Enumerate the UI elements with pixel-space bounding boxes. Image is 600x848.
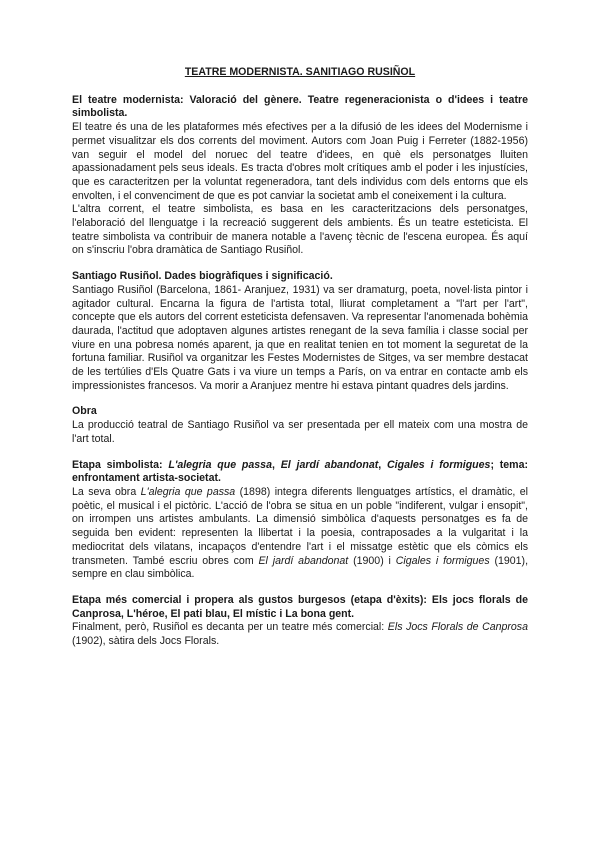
section-heading: El teatre modernista: Valoració del gènere. Teatre regeneracionista o d'idees i teatre simbolista. — [72, 93, 528, 120]
work-title: Cigales i formigues — [387, 458, 491, 471]
work-title: Els Jocs Florals de Canprosa — [387, 621, 528, 634]
section-modernist-theatre — [72, 94, 528, 258]
text: Finalment, però, Rusiñol es decanta per un teatre més comercial: — [72, 621, 388, 634]
paragraph: La producció teatral de Santiago Rusiñol va ser presentada per ell mateix com una mostra de l'art total. — [72, 419, 528, 445]
text: La seva obra — [72, 485, 141, 498]
section-commercial-stage — [72, 594, 528, 649]
heading-text: , — [271, 458, 281, 471]
heading-text: ; tema: enfrontament artista-societat. — [72, 458, 529, 485]
paragraph: L'altra corrent, el teatre simbolista, es basa en les caracteritzacions dels personatges, l'elaboració del llenguatge i la recreació suggerent dels ambients. És un teatre esteticista. El teatre simbolista va contribuir de manera notable a l'avenç tècnic de l'escena europea. És aquí on s'inscriu l'obra dramàtica de Santiago Rusiñol. — [72, 203, 528, 257]
section-heading: Santiago Rusiñol. Dades biogràfiques i significació. — [72, 270, 333, 283]
section-heading: Etapa més comercial i propera als gustos burgesos (etapa d'èxits): Els jocs florals de Canprosa, L'héroe, El pati blau, El místic i La bona gent. — [72, 593, 528, 620]
text: (1900) i — [348, 554, 396, 567]
section-symbolist-stage — [72, 459, 528, 582]
work-title: L'alegria que passa — [140, 485, 236, 498]
heading-text: , — [378, 458, 387, 471]
section-heading — [72, 459, 528, 486]
paragraph — [72, 621, 528, 648]
section-rusinol-biography — [72, 270, 528, 393]
paragraph: Santiago Rusiñol (Barcelona, 1861- Aranjuez, 1931) va ser dramaturg, poeta, novel·lista pintor i agitador cultural. Encarna la figura de l'artista total, lliurat completament a "l'art per l'art", concepte que els autors del corrent esteticista defensaven. Va representar l'anomenada bohèmia daurada, l'actitud que adoptaven algunes artistes renegant de la seva família i classe social per viure en una pobresa només aparent, ja que en realitat tenien en tot moment la seguretat de la fortuna familiar. Rusiñol va organitzar les Festes Modernistes de Sitges, va ser membre destacat de les tertúlies d'Els Quatre Gats i va viure un temps a París, on va entrar en contacte amb els impressionistes francesos. Va morir a Aranjuez mentre hi estava pintant quadres dels jardins. — [72, 283, 528, 392]
text: (1898) integra diferents llenguatges artístics, el dramàtic, el poètic, el musical i el pictòric. L'acció de l'obra se situa en un poble "indiferent, vulgar i ensopit", on irrompen uns artistes ambulants. La dimensió simbòlica d'aquests personatges es fa de seguida ben evident: representen la llibertat i la poesia, contraposades a la vulgaritat i la mediocritat dels vilatans, incapaços d'entendre l'art i el missatge estètic que els còmics els transmeten. També escriu obres com — [72, 485, 528, 567]
work-title: El jardí abandonat — [280, 458, 379, 471]
paragraph: El teatre és una de les plataformes més efectives per a la difusió de les idees del Modernisme i permet visualitzar els dos corrents del moviment. Autors com Joan Puig i Ferreter (1882-1956) van seguir el model del noruec del teatre d'idees, en què els personatges lluiten apassionadament pels seus ideals. Es tracta d'obres molt crítiques amb el poder i les injustícies, que es caracteritzen per la voluntat regeneradora, tant dels individus com dels entorns que els envolten, i el convenciment de que es pot canviar la societat amb el coneixement i la cultura. — [72, 121, 528, 202]
text: (1902), sàtira dels Jocs Florals. — [72, 635, 220, 648]
page-title: TEATRE MODERNISTA. SANITIAGO RUSIÑOL — [184, 66, 416, 78]
work-title: L'alegria que passa — [168, 458, 272, 471]
section-work — [72, 405, 528, 446]
text: (1901), sempre en clau simbòlica. — [72, 554, 529, 581]
heading-text: Etapa simbolista: — [72, 458, 169, 471]
document-page — [72, 66, 528, 661]
work-title: El jardí abandonat — [258, 554, 349, 567]
section-heading: Obra — [72, 405, 97, 418]
work-title: Cigales i formigues — [395, 554, 490, 567]
paragraph — [72, 486, 528, 582]
